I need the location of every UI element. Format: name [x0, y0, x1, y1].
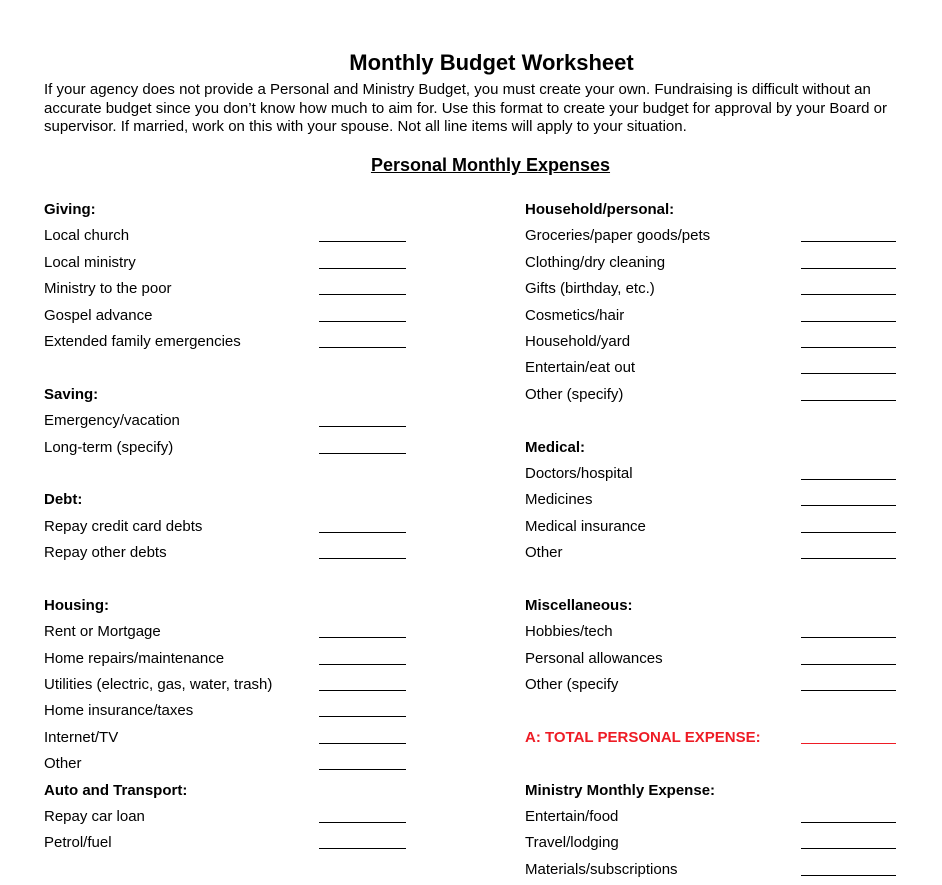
right-column	[525, 198, 896, 884]
expense-row	[525, 515, 896, 541]
expense-row	[44, 515, 406, 541]
amount-blank-local-church[interactable]	[319, 241, 406, 242]
expense-row	[44, 251, 406, 277]
heading-housing: Housing:	[44, 596, 109, 614]
category-heading	[525, 779, 896, 805]
label-personal-allowances: Personal allowances	[525, 649, 663, 667]
label-cosmetics-hair: Cosmetics/hair	[525, 306, 625, 324]
amount-blank-doctors-hospital[interactable]	[801, 479, 896, 480]
label-gifts-birthday-etc: Gifts (birthday, etc.)	[525, 280, 655, 298]
expense-row	[525, 673, 896, 699]
amount-blank-home-repairs-maintenance[interactable]	[319, 664, 406, 665]
expense-row	[525, 356, 896, 382]
heading-medical: Medical:	[525, 438, 586, 456]
label-repay-credit-card-debts: Repay credit card debts	[44, 517, 203, 535]
amount-blank-hobbies-tech[interactable]	[801, 637, 896, 638]
amount-blank-other-specify[interactable]	[801, 690, 896, 691]
label-hobbies-tech: Hobbies/tech	[525, 623, 613, 641]
row-spacer	[525, 567, 896, 593]
amount-blank-groceries-paper-goods-pets[interactable]	[801, 241, 896, 242]
expense-row	[44, 436, 406, 462]
amount-blank-other[interactable]	[801, 558, 896, 559]
label-clothing-dry-cleaning: Clothing/dry cleaning	[525, 253, 666, 271]
expense-row	[44, 726, 406, 752]
amount-blank-local-ministry[interactable]	[319, 268, 406, 269]
label-doctors-hospital: Doctors/hospital	[525, 464, 633, 482]
amount-blank-utilities-electric-gas-water-trash[interactable]	[319, 690, 406, 691]
label-entertain-food: Entertain/food	[525, 807, 619, 825]
expense-row	[525, 277, 896, 303]
expense-row	[44, 673, 406, 699]
expense-row	[44, 647, 406, 673]
category-heading	[525, 436, 896, 462]
label-repay-car-loan: Repay car loan	[44, 807, 145, 825]
label-household-yard: Household/yard	[525, 332, 631, 350]
expense-row	[525, 620, 896, 646]
amount-blank-materials-subscriptions[interactable]	[801, 875, 896, 876]
expense-row	[44, 620, 406, 646]
amount-blank-travel-lodging[interactable]	[801, 848, 896, 849]
label-local-ministry: Local ministry	[44, 253, 136, 271]
category-heading	[44, 383, 406, 409]
expense-row	[44, 541, 406, 567]
heading-miscellaneous: Miscellaneous:	[525, 596, 633, 614]
label-entertain-eat-out: Entertain/eat out	[525, 359, 636, 377]
expense-row	[44, 699, 406, 725]
label-ministry-to-the-poor: Ministry to the poor	[44, 280, 172, 298]
row-spacer	[44, 567, 406, 593]
amount-blank-other[interactable]	[319, 769, 406, 770]
expense-row	[525, 488, 896, 514]
expense-row	[44, 805, 406, 831]
expense-row	[44, 304, 406, 330]
expense-row	[44, 277, 406, 303]
heading-giving: Giving:	[44, 201, 96, 218]
label-rent-or-mortgage: Rent or Mortgage	[44, 623, 161, 641]
amount-blank-extended-family-emergencies[interactable]	[319, 347, 406, 348]
amount-blank-repay-other-debts[interactable]	[319, 558, 406, 559]
category-heading	[44, 488, 406, 514]
amount-blank-repay-car-loan[interactable]	[319, 822, 406, 823]
label-medical-insurance: Medical insurance	[525, 517, 646, 535]
label-local-church: Local church	[44, 227, 130, 245]
expense-row	[525, 541, 896, 567]
expense-row	[525, 383, 896, 409]
amount-blank-household-yard[interactable]	[801, 347, 896, 348]
category-heading	[44, 594, 406, 620]
total-row	[525, 726, 896, 752]
page-title: Monthly Budget Worksheet	[349, 50, 634, 75]
expense-row	[525, 805, 896, 831]
amount-blank-emergency-vacation[interactable]	[319, 426, 406, 427]
amount-blank-entertain-food[interactable]	[801, 822, 896, 823]
expense-row	[525, 647, 896, 673]
label-gospel-advance: Gospel advance	[44, 306, 153, 324]
expense-row	[44, 752, 406, 778]
label-emergency-vacation: Emergency/vacation	[44, 412, 180, 430]
expense-row	[44, 330, 406, 356]
amount-blank-gospel-advance[interactable]	[319, 321, 406, 322]
label-other-specify: Other (specify)	[525, 385, 624, 403]
row-spacer	[525, 409, 896, 435]
heading-saving: Saving:	[44, 385, 99, 403]
category-heading	[44, 779, 406, 805]
label-travel-lodging: Travel/lodging	[525, 834, 619, 852]
amount-blank-home-insurance-taxes[interactable]	[319, 716, 406, 717]
expense-row	[44, 831, 406, 857]
label-home-insurance-taxes: Home insurance/taxes	[44, 702, 194, 720]
amount-blank-repay-credit-card-debts[interactable]	[319, 532, 406, 533]
amount-blank-a-total-personal-expense[interactable]	[801, 743, 896, 744]
expense-row	[44, 409, 406, 435]
amount-blank-other-specify[interactable]	[801, 400, 896, 401]
expense-row	[525, 462, 896, 488]
row-spacer	[525, 699, 896, 725]
row-spacer	[525, 752, 896, 778]
intro-paragraph: If your agency does not provide a Personal and Ministry Budget, you must create your own. Fundraising is difficult without an accurate budget since you don’t know how much to aim for. Use this format to create your budget for approval by your Board or supervisor. If married, work on this with your spouse. Not all line items will apply to your situation.	[44, 81, 887, 135]
row-spacer	[44, 462, 406, 488]
label-groceries-paper-goods-pets: Groceries/paper goods/pets	[525, 227, 711, 245]
label-medicines: Medicines	[525, 491, 593, 509]
label-home-repairs-maintenance: Home repairs/maintenance	[44, 649, 225, 667]
label-other-specify: Other (specify	[525, 676, 619, 694]
amount-blank-medical-insurance[interactable]	[801, 532, 896, 533]
expense-row	[525, 224, 896, 250]
heading-auto-and-transport: Auto and Transport:	[44, 781, 188, 799]
label-repay-other-debts: Repay other debts	[44, 544, 167, 562]
amount-blank-petrol-fuel[interactable]	[319, 848, 406, 849]
amount-blank-personal-allowances[interactable]	[801, 664, 896, 665]
heading-ministry-monthly-expense: Ministry Monthly Expense:	[525, 781, 716, 799]
label-other: Other	[525, 544, 563, 562]
expense-row	[525, 251, 896, 277]
category-heading	[44, 198, 406, 224]
amount-blank-ministry-to-the-poor[interactable]	[319, 294, 406, 295]
label-other: Other	[44, 755, 82, 773]
category-heading	[525, 594, 896, 620]
label-utilities-electric-gas-water-trash: Utilities (electric, gas, water, trash)	[44, 676, 273, 694]
amount-blank-entertain-eat-out[interactable]	[801, 373, 896, 374]
amount-blank-clothing-dry-cleaning[interactable]	[801, 268, 896, 269]
amount-blank-medicines[interactable]	[801, 505, 896, 506]
expense-row	[525, 330, 896, 356]
expense-row	[525, 858, 896, 884]
expense-row	[525, 304, 896, 330]
expense-row	[525, 831, 896, 857]
label-internet-tv: Internet/TV	[44, 728, 119, 746]
expense-row	[44, 224, 406, 250]
amount-blank-cosmetics-hair[interactable]	[801, 321, 896, 322]
label-petrol-fuel: Petrol/fuel	[44, 834, 112, 852]
label-long-term-specify: Long-term (specify)	[44, 438, 174, 456]
label-a-total-personal-expense: A: TOTAL PERSONAL EXPENSE:	[525, 728, 761, 746]
category-heading	[525, 198, 896, 224]
heading-household-personal: Household/personal:	[525, 201, 675, 218]
amount-blank-rent-or-mortgage[interactable]	[319, 637, 406, 638]
amount-blank-internet-tv[interactable]	[319, 743, 406, 744]
left-column	[44, 198, 406, 858]
row-spacer	[44, 356, 406, 382]
heading-debt: Debt:	[44, 491, 83, 509]
label-extended-family-emergencies: Extended family emergencies	[44, 332, 241, 350]
section-title: Personal Monthly Expenses	[370, 155, 611, 175]
amount-blank-gifts-birthday-etc[interactable]	[801, 294, 896, 295]
label-materials-subscriptions: Materials/subscriptions	[525, 860, 678, 878]
amount-blank-long-term-specify[interactable]	[319, 453, 406, 454]
